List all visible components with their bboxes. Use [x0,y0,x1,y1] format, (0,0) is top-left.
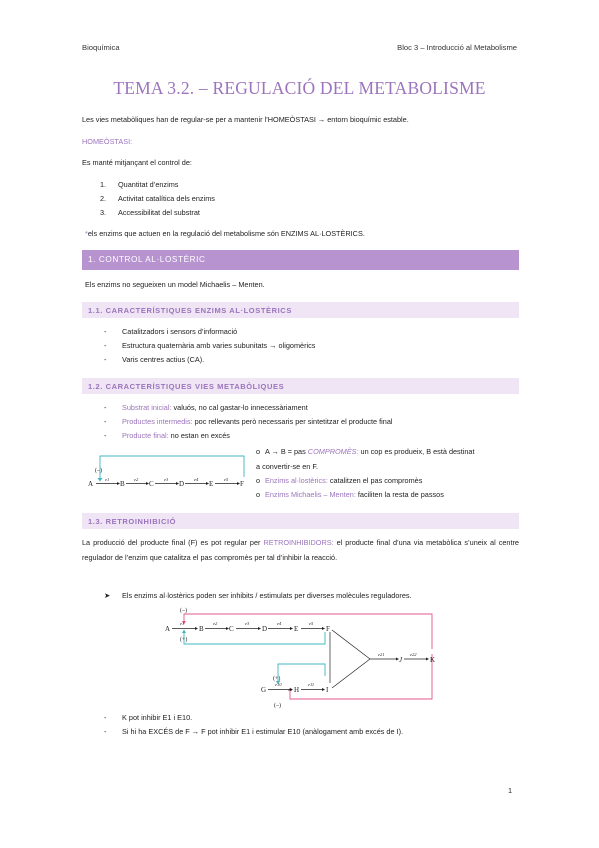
list-item: - Productes intermedis: poc rellevants però necessaris per sintetitzar el producte final [104,417,393,426]
intro-text: Les vies metabòliques han de regular-se per a mantenir l’HOMEÒSTASI → entorn bioquímic estable. [82,115,409,124]
sign-label: (–) [274,703,281,709]
list-item: 2. Activitat catalítica dels enzims [100,194,215,203]
node-d: D [179,480,185,488]
enzyme-label: e3 [245,621,250,626]
sign-label: (–) [180,608,187,614]
enzyme-label: e3 [164,477,169,482]
enzyme-label: e1 [180,621,185,626]
enzyme-label: e2 [213,621,218,626]
enzyme-label: e2 [134,477,139,482]
node-j: J [399,656,403,664]
list-item: - K pot inhibir E1 i E10. [104,713,193,722]
sign-label: (+) [180,637,188,643]
enzyme-label: e1 [105,477,110,482]
pathway-diagram-simple [86,448,252,493]
enzyme-label: e21 [378,652,385,657]
section1-text: Els enzims no segueixen un model Michaelis – Menten. [85,280,265,289]
arrow-bullet-item: ➤ Els enzims al·lostèrics poden ser inhibits / estimulats per diverses molècules reguladores. [104,591,412,600]
feedback-sign: (–) [95,468,102,474]
node-a: A [88,480,94,488]
enzyme-label: e5 [309,621,314,626]
list-item: - Substrat inicial: valuós, no cal gastar-lo innecessàriament [104,403,308,412]
section-heading-1-1: 1.1. CARACTERÍSTIQUES ENZIMS AL·LOSTÈRICS [82,302,519,318]
side-text-2: a convertir-se en F. [256,462,319,471]
section-heading-1: 1. CONTROL AL·LOSTÈRIC [82,250,519,270]
header-left: Bioquímica [82,43,120,52]
list-item: - Catalitzadors i sensors d’informació [104,327,238,336]
page-title: TEMA 3.2. – REGULACIÓ DEL METABOLISME [113,78,486,98]
enzyme-label: e22 [410,652,417,657]
list-item: - Varis centres actius (CA). [104,355,205,364]
side-text-1: o A → B = pas COMPROMÈS: un cop es produeix, B està destinat [256,447,475,456]
pathway-diagram-branched [160,604,450,710]
node-k: K [430,656,436,664]
side-item: o Enzims Michaelis – Menten: faciliten la resta de passos [256,490,444,499]
retroinhibicio-paragraph: La producció del producte final (F) es pot regular per RETROINHIBIDORS: el producte final d’una via metabòlica s’uneix al centre regulador de l’enzim que catalitza el pas compromès per tal d’inhibir la reacció. [82,538,519,562]
enzyme-label: e11 [308,682,315,687]
page-number: 1 [508,786,513,795]
node-a: A [165,625,171,633]
enzyme-label: e4 [277,621,282,626]
enzyme-label: e5 [224,477,229,482]
node-f: F [240,480,244,488]
node-f: F [326,625,330,633]
side-item: o Enzims al·lostèrics: catalitzen el pas compromès [256,476,423,485]
sign-label: (+) [273,676,281,682]
node-b: B [120,480,125,488]
note-text: *els enzims que actuen en la regulació del metabolisme són ENZIMS AL·LOSTÈRICS. [85,229,365,238]
node-i: I [326,686,329,694]
homeostasi-label: HOMEÒSTASI: [82,137,133,146]
node-d: D [262,625,268,633]
list-item: 1. Quantitat d’enzims [100,180,179,189]
header-right: Bloc 3 – Introducció al Metabolisme [397,43,517,52]
list-item: - Producte final: no estan en excés [104,431,230,440]
mante-text: Es manté mitjançant el control de: [82,158,192,167]
node-b: B [199,625,204,633]
node-h: H [294,686,300,694]
node-e: E [209,480,214,488]
node-e: E [294,625,299,633]
enzyme-label: e4 [194,477,199,482]
node-c: C [149,480,154,488]
list-item: - Si hi ha EXCÉS de F → F pot inhibir E1 i estimular E10 (anàlogament amb excés de I). [104,727,404,736]
enzyme-label: e10 [275,682,282,687]
section-heading-1-2: 1.2. CARACTERÍSTIQUES VIES METABÒLIQUES [82,378,519,394]
list-item: - Estructura quaternària amb varies subunitats → oligomèrics [104,341,316,350]
node-c: C [229,625,234,633]
section-heading-1-3: 1.3. RETROINHIBICIÓ [82,513,519,529]
node-g: G [261,686,267,694]
list-item: 3. Accessibilitat del substrat [100,208,200,217]
